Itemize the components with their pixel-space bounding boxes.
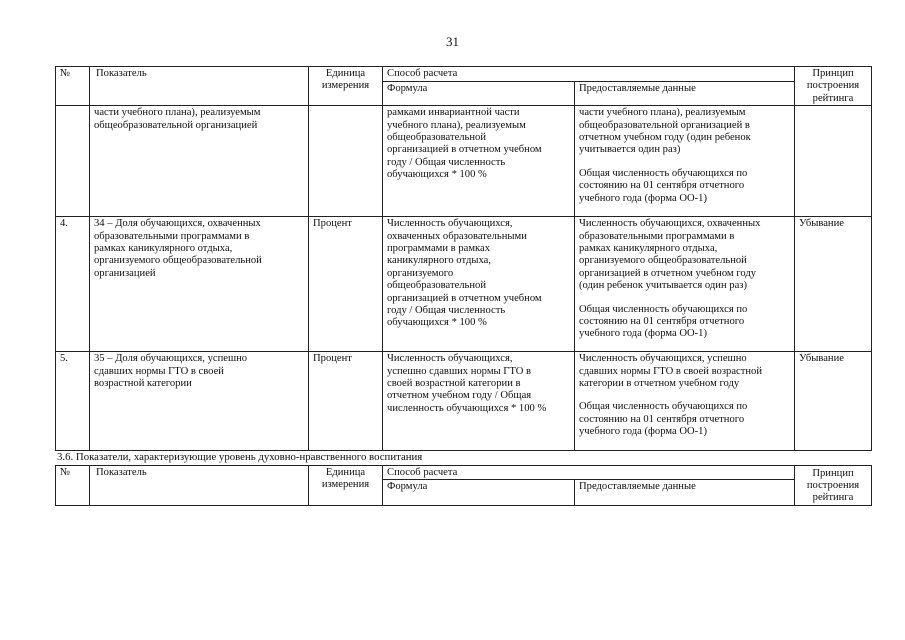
page-number: 31 [446, 34, 459, 49]
header-indicator: Показатель [90, 67, 309, 106]
row-indicator: 35 – Доля обучающихся, успешно сдавших нормы ГТО в своей возрастной категории [90, 352, 309, 451]
header-principle: Принцип построения рейтинга [795, 67, 872, 106]
header-unit: Единица измерения [309, 67, 383, 106]
row-unit: Процент [309, 217, 383, 352]
header-method: Способ расчета [383, 466, 795, 480]
header-method: Способ расчета [383, 67, 795, 82]
row-unit: Процент [309, 352, 383, 451]
header-num: № [56, 466, 90, 506]
row-provided: Численность обучающихся, охваченных образовательными программами в рамках каникулярного отдыха, организуемого общеобразовательной организацией в отчетном учебном году (один ребенок учитывается один раз) Общая численность обучающихся по состоянию на 01 сентября отчетного учебного года (форма ОО-1) [575, 217, 795, 352]
section-heading: 3.6. Показатели, характеризующие уровень духовно-нравственного воспитания [57, 451, 423, 463]
row-provided: части учебного плана), реализуемым общеобразовательной организацией в отчетном учебном году (один ребенок учитывается один раз) Общая численность обучающихся по состоянию на 01 сентября отчетного учебного года (форма ОО-1) [575, 106, 795, 217]
row-indicator: части учебного плана), реализуемым общеобразовательной организацией [90, 106, 309, 217]
header-formula: Формула [383, 82, 575, 106]
row-provided: Численность обучающихся, успешно сдавших нормы ГТО в своей возрастной категории в отчетном учебном году Общая численность обучающихся по состоянию на 01 сентября отчетного учебного года (форма ОО-1) [575, 352, 795, 451]
table-row [56, 106, 872, 217]
table-header-row [56, 466, 872, 480]
header-indicator: Показатель [90, 466, 309, 506]
row-principle: Убывание [795, 217, 872, 352]
row-formula: рамками инвариантной части учебного плана), реализуемым общеобразовательной организацией в отчетном учебном году / Общая численность обучающихся * 100 % [383, 106, 575, 217]
row-num: 5. [56, 352, 90, 451]
row-unit [309, 106, 383, 217]
row-indicator: 34 – Доля обучающихся, охваченных образовательными программами в рамках каникулярного отдыха, организуемого общеобразовательной организацией [90, 217, 309, 352]
row-formula: Численность обучающихся, успешно сдавших нормы ГТО в своей возрастной категории в отчетном учебном году / Общая численность обучающихся * 100 % [383, 352, 575, 451]
header-num: № [56, 67, 90, 106]
table-row [56, 217, 872, 352]
header-principle: Принцип построения рейтинга [795, 466, 872, 506]
header-provided: Предоставляемые данные [575, 480, 795, 506]
header-unit: Единица измерения [309, 466, 383, 506]
header-formula: Формула [383, 480, 575, 506]
spiritual-indicators-table [55, 465, 872, 506]
table-row [56, 352, 872, 451]
row-formula: Численность обучающихся, охваченных образовательными программами в рамках каникулярного отдыха, организуемого общеобразовательной организацией в отчетном учебном году / Общая численность обучающихся * 100 % [383, 217, 575, 352]
header-provided: Предоставляемые данные [575, 82, 795, 106]
row-num: 4. [56, 217, 90, 352]
row-principle: Убывание [795, 352, 872, 451]
table-header-row [56, 67, 872, 82]
row-num [56, 106, 90, 217]
row-principle [795, 106, 872, 217]
indicators-table [55, 66, 872, 451]
